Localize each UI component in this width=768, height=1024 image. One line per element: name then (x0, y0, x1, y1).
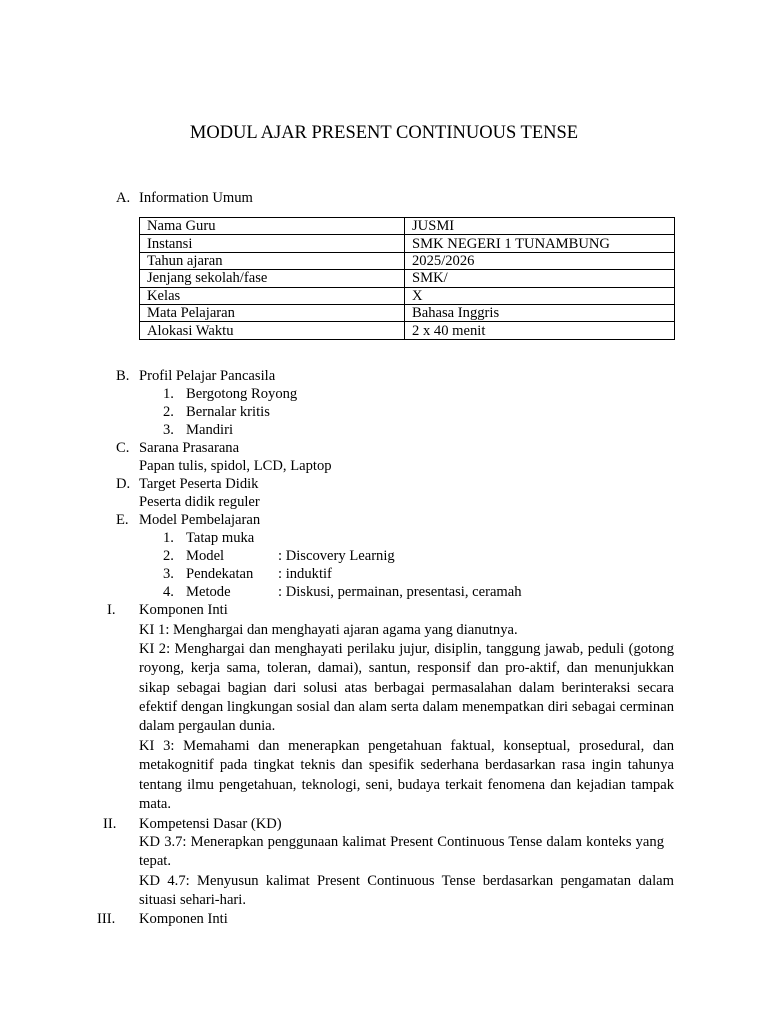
section-a-marker: A. (116, 190, 131, 206)
section-e-marker: E. (116, 512, 129, 528)
document-title: MODUL AJAR PRESENT CONTINUOUS TENSE (189, 123, 579, 143)
list-item-label: Metode (186, 584, 231, 600)
table-value: 2025/2026 (405, 252, 675, 269)
list-number: 3. (163, 566, 174, 582)
list-item-value: : induktif (278, 566, 332, 582)
section-d-text: Peserta didik reguler (139, 494, 260, 510)
table-label: Kelas (140, 287, 405, 304)
list-number: 2. (163, 404, 174, 420)
table-row (140, 287, 675, 304)
table-row (140, 304, 675, 321)
section-c-heading: Sarana Prasarana (139, 440, 240, 456)
list-item-label: Pendekatan (186, 566, 254, 582)
list-number: 1. (163, 386, 174, 402)
table-value: 2 x 40 menit (405, 322, 675, 339)
list-item-value: : Discovery Learnig (278, 548, 395, 564)
table-label: Jenjang sekolah/fase (140, 270, 405, 287)
section-c-marker: C. (116, 440, 130, 456)
table-value: SMK/ (405, 270, 675, 287)
table-label: Instansi (140, 235, 405, 252)
info-table (139, 217, 675, 340)
table-label: Mata Pelajaran (140, 304, 405, 321)
section-iii-marker: III. (97, 911, 116, 927)
table-value: Bahasa Inggris (405, 304, 675, 321)
list-item-label: Model (186, 548, 225, 564)
table-row (140, 270, 675, 287)
list-item: Bernalar kritis (186, 404, 270, 420)
table-row (140, 235, 675, 252)
list-number: 2. (163, 548, 174, 564)
table-label: Alokasi Waktu (140, 322, 405, 339)
section-e-heading: Model Pembelajaran (139, 512, 261, 528)
ki3-text: KI 3: Memahami dan menerapkan pengetahuan faktual, konseptual, prosedural, dan metakognitif pada tingkat teknis dan spesifik sederhana berdasarkan rasa ingin tahunya tentang ilmu pengetahuan, teknologi, seni, budaya terkait fenomena dan kejadian tampak mata. (139, 738, 674, 812)
section-i-heading: Komponen Inti (139, 602, 228, 618)
section-ii-heading: Kompetensi Dasar (KD) (139, 816, 282, 832)
table-label: Nama Guru (140, 218, 405, 235)
table-value: JUSMI (405, 218, 675, 235)
list-item: Bergotong Royong (186, 386, 298, 402)
section-iii-heading: Komponen Inti (139, 911, 228, 927)
kd47-text: KD 4.7: Menyusun kalimat Present Continuous Tense berdasarkan pengamatan dalam situasi sehari-hari. (139, 873, 674, 909)
list-number: 4. (163, 584, 174, 600)
table-label: Tahun ajaran (140, 252, 405, 269)
table-value: X (405, 287, 675, 304)
list-number: 3. (163, 422, 174, 438)
section-i-marker: I. (107, 602, 116, 618)
ki2-text: KI 2: Menghargai dan menghayati perilaku jujur, disiplin, tanggung jawab, peduli (gotong royong, kerja sama, toleran, damai), santun, responsif dan pro-aktif, dan menunjukkan sikap sebagai bagian dari solusi atas berbagai permasalahan dalam berinteraksi secara efektif dengan lingkungan sosial dan alam serta dalam menempatkan diri sebagai cerminan dalam pergaulan dunia. (139, 641, 674, 735)
table-row (140, 322, 675, 339)
section-a-heading: Information Umum (139, 190, 253, 206)
list-number: 1. (163, 530, 174, 546)
ki1-text: KI 1: Menghargai dan menghayati ajaran agama yang dianutnya. (139, 622, 518, 638)
list-item: Mandiri (186, 422, 234, 438)
section-ii-marker: II. (103, 816, 117, 832)
section-d-heading: Target Peserta Didik (139, 476, 259, 492)
section-c-text: Papan tulis, spidol, LCD, Laptop (139, 458, 332, 474)
table-row (140, 218, 675, 235)
list-item-label: Tatap muka (186, 530, 255, 546)
section-b-heading: Profil Pelajar Pancasila (139, 368, 276, 384)
kd37-text: KD 3.7: Menerapkan penggunaan kalimat Present Continuous Tense dalam konteks yang tepat. (139, 834, 664, 870)
section-d-marker: D. (116, 476, 131, 492)
table-value: SMK NEGERI 1 TUNAMBUNG (405, 235, 675, 252)
section-b-marker: B. (116, 368, 130, 384)
table-row (140, 252, 675, 269)
list-item-value: : Diskusi, permainan, presentasi, ceramah (278, 584, 522, 600)
